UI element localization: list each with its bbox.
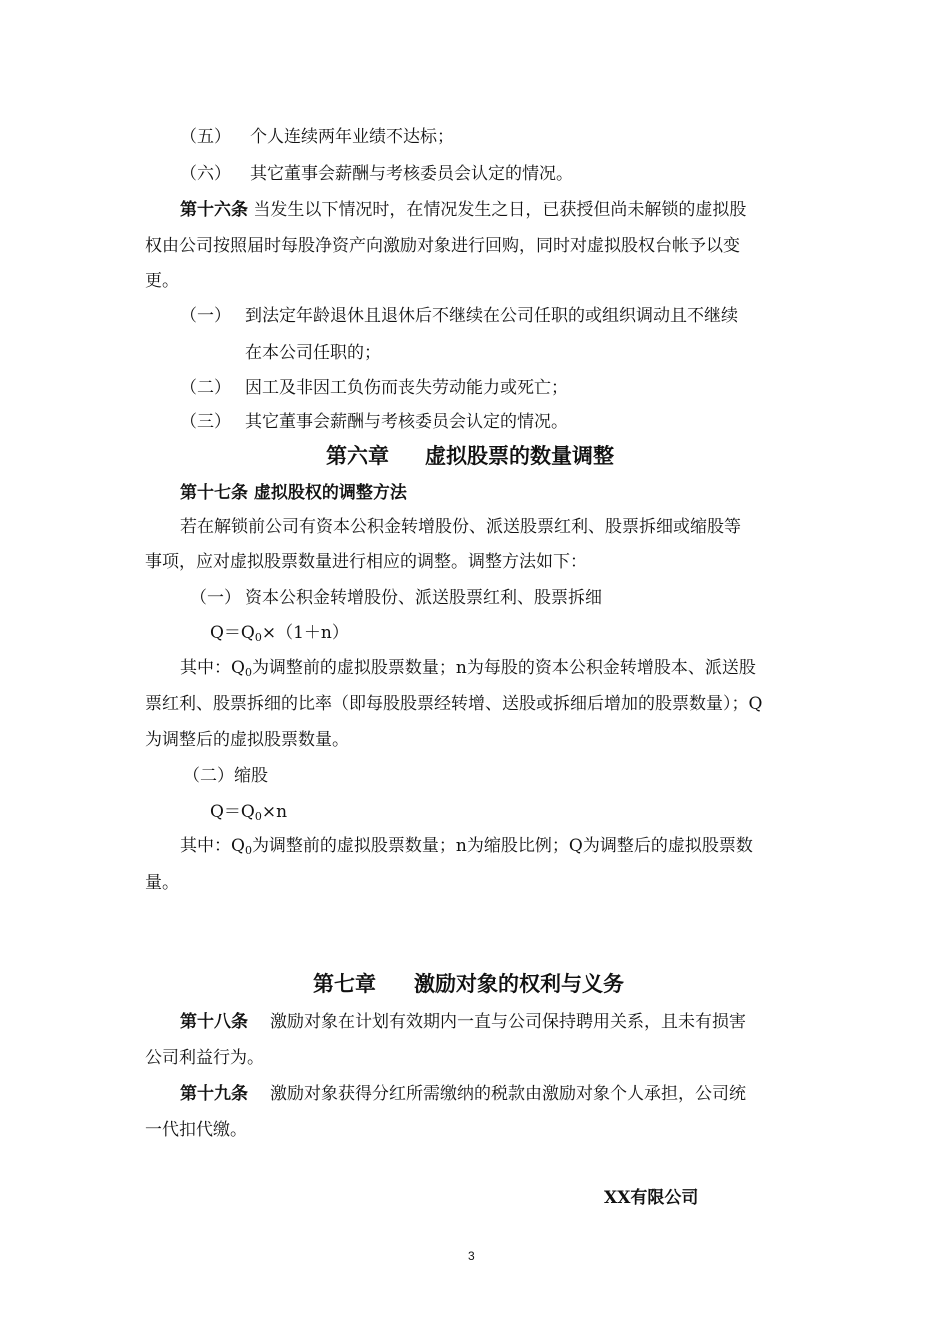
article-17-heading: 第十七条 虚拟股权的调整方法 [180,483,407,503]
item-6-marker: （六） [180,164,231,184]
formula-1-part-b: ×（1＋n） [261,623,349,643]
formula-1 [210,621,349,650]
chapter-7-label: 第七章 [313,971,376,996]
desc-2-sub: 0 [244,844,252,857]
formula-2-sub: 0 [254,810,262,823]
formula-2-part-a: Q＝Q [210,802,255,822]
article-16-line2: 权由公司按照届时每股净资产向激励对象进行回购，同时对虚拟股权台帐予以变 [145,236,740,256]
formula-1-part-a: Q＝Q [210,623,255,643]
desc-1-part-b: 为调整前的虚拟股票数量；n为每股的资本公积金转增股本、派送股 [251,658,756,678]
article-19-line1: 激励对象获得分红所需缴纳的税款由激励对象个人承担，公司统 [270,1084,746,1104]
article-17-p1-line1: 若在解锁前公司有资本公积金转增股份、派送股票红利、股票拆细或缩股等 [180,517,741,537]
art16-item-3-text: 其它董事会薪酬与考核委员会认定的情况。 [245,412,568,432]
method-2: （二）缩股 [183,766,268,786]
desc-1-line1 [180,656,756,685]
desc-1-line2: 票红利、股票拆细的比率（即每股股票经转增、送股或拆细后增加的股票数量）；Q [145,694,763,714]
method-1-text: 资本公积金转增股份、派送股票红利、股票拆细 [245,588,602,608]
company-signature: XX有限公司 [604,1188,699,1208]
article-18-line1: 激励对象在计划有效期内一直与公司保持聘用关系，且未有损害 [270,1012,746,1032]
formula-2-part-b: ×n [261,802,288,822]
formula-1-sub: 0 [254,631,262,644]
desc-1-part-a: 其中：Q [180,658,245,678]
desc-1-line3: 为调整后的虚拟股票数量。 [145,730,349,750]
article-19-line2: 一代扣代缴。 [145,1120,247,1140]
art16-item-1-marker: （一） [180,306,231,326]
desc-2-part-b: 为调整前的虚拟股票数量；n为缩股比例；Q为调整后的虚拟股票数 [251,836,753,856]
item-5-text: 个人连续两年业绩不达标； [250,127,454,147]
article-16-label: 第十六条 [180,200,248,220]
method-1-marker: （一） [190,588,241,608]
art16-item-2-text: 因工及非因工负伤而丧失劳动能力或死亡； [245,378,568,398]
article-16-para [180,198,746,222]
item-5-marker: （五） [180,127,231,147]
article-19-label: 第十九条 [180,1084,248,1104]
desc-2-line1 [180,834,753,863]
art16-item-2-marker: （二） [180,378,231,398]
art16-item-1-cont: 在本公司任职的； [245,343,381,363]
art16-item-3-marker: （三） [180,412,231,432]
article-16-line1: 当发生以下情况时，在情况发生之日，已获授但尚未解锁的虚拟股 [253,200,747,220]
article-16-line3: 更。 [145,271,179,291]
article-17-p1-line2: 事项，应对虚拟股票数量进行相应的调整。调整方法如下： [145,552,587,572]
art16-item-1-text: 到法定年龄退休且退休后不继续在公司任职的或组织调动且不继续 [245,306,738,326]
desc-1-sub: 0 [244,666,252,679]
article-18-line2: 公司利益行为。 [145,1048,264,1068]
formula-2 [210,800,287,829]
item-6-text: 其它董事会薪酬与考核委员会认定的情况。 [250,164,573,184]
chapter-6-title: 虚拟股票的数量调整 [425,443,614,468]
chapter-7-title: 激励对象的权利与义务 [414,971,624,996]
desc-2-line2: 量。 [145,873,179,893]
article-18-label: 第十八条 [180,1012,248,1032]
page-number: 3 [468,1249,475,1263]
desc-2-part-a: 其中：Q [180,836,245,856]
chapter-6-label: 第六章 [326,443,389,468]
